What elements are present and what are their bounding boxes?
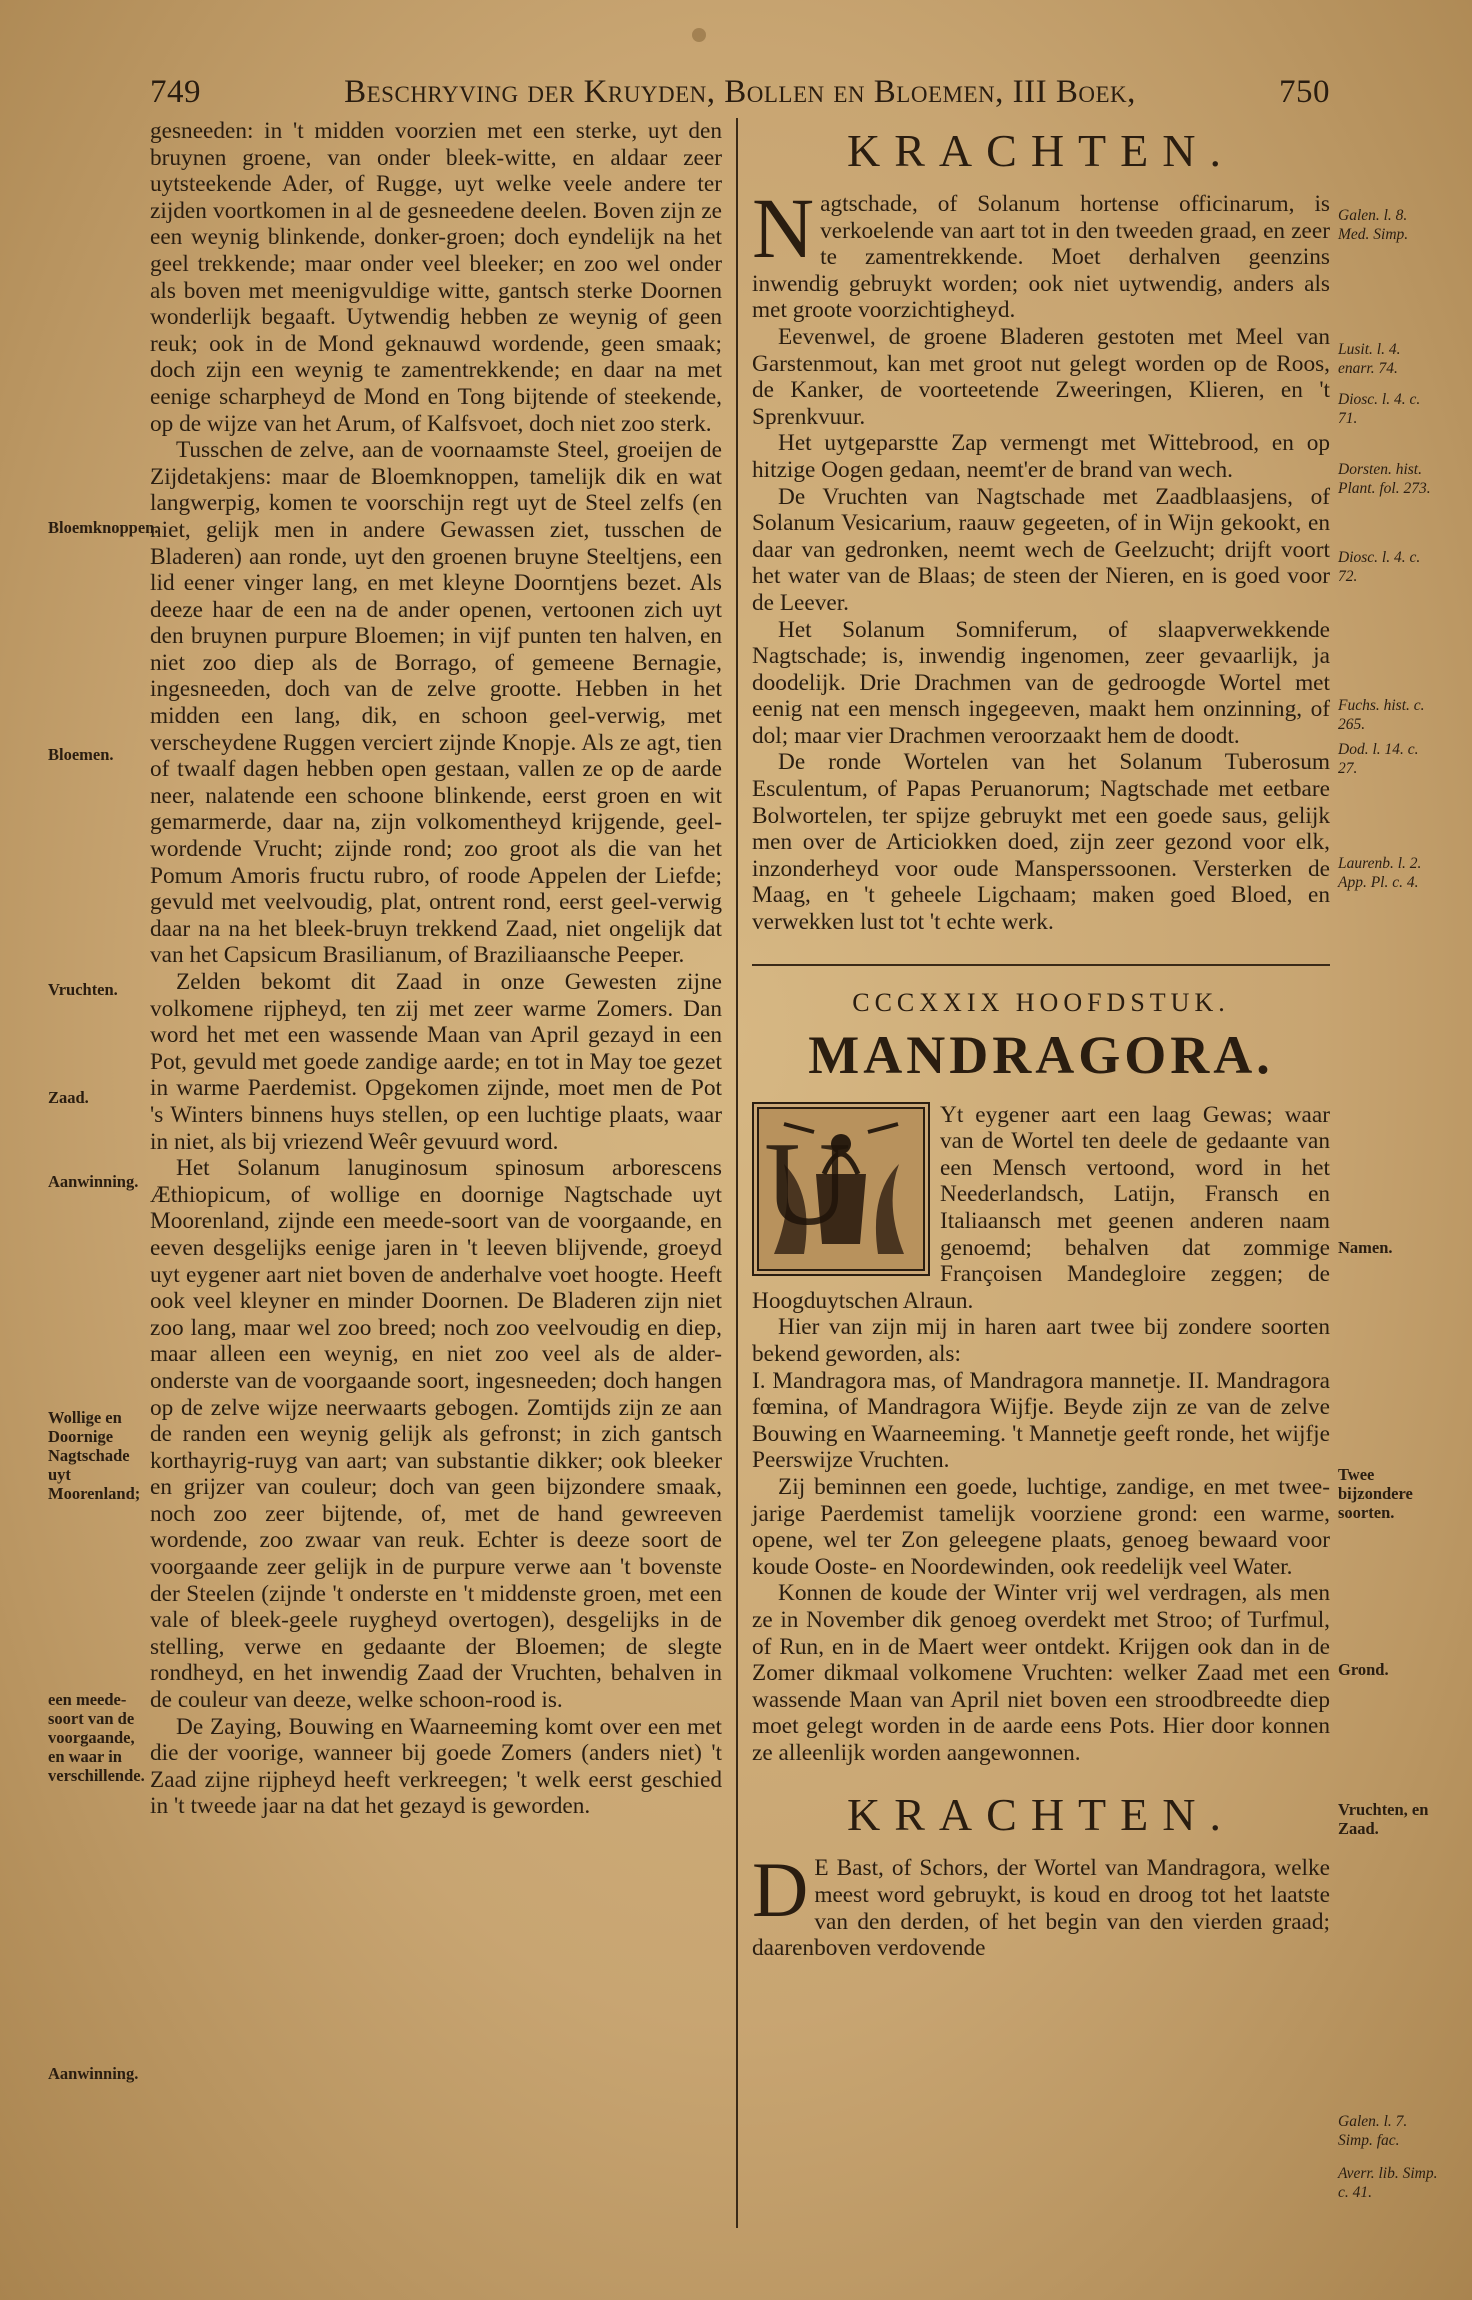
page-number-right: 750 [1279, 74, 1330, 110]
margin-note: Vruchten, en Zaad. [1338, 1800, 1429, 1838]
section-rule [752, 964, 1330, 966]
margin-note: Diosc. l. 4. c. 72. [1338, 549, 1421, 585]
paragraph: I. Mandragora mas, of Mandragora mannetje. II. Mandragora fœmina, of Mandragora Wijfje. Beyde zijn ze van de zelve Bouwing en Waarneeming. 't Mannetje geeft ronde, het wijfje Peerswijze Vruchten. [752, 1367, 1330, 1474]
left-column [150, 118, 722, 1820]
margin-note: Galen. l. 7. Simp. fac. [1338, 2113, 1408, 2149]
paragraph: Zij beminnen een goede, luchtige, zandige, en met twee-jarige Paerdemist tamelijk voorziene grond: een warme, opene, wel ter Zon geleegene plaats, genoeg bewaard voor koude Ooste- en Noordewinden, ook reedelijk veel Water. [752, 1473, 1330, 1580]
page-number-left: 749 [150, 74, 201, 110]
margin-note: een meede-soort van de voorgaande, en waar in verschillende. [48, 1690, 145, 1785]
drop-capital: D [752, 1846, 809, 1934]
svg-text:U: U [764, 1116, 851, 1250]
paper-wormhole [692, 28, 706, 42]
margin-note: Aanwinning. [48, 1172, 139, 1191]
margin-note: Lusit. l. 4. enarr. 74. [1338, 341, 1401, 377]
margin-note: Bloemen. [48, 745, 114, 764]
paragraph: Tusschen de zelve, aan de voornaamste Steel, groeijen de Zijdetakjens: maar de Bloemknoppen, tamelijk dik en wat langwerpig, komen te voorschijn regt uyt de Steel zelfs (en niet, gelijk men in andere Gewassen ziet, tusschen de Bladeren) aan ronde, uyt den groenen bruyne Steeltjens, een lid eener vinger lang, en met kleyne Doorntjens bezet. Als deeze haar de een na de ander openen, vertoonen zich uyt den bruynen purpure Bloemen; in vijf punten ten halven, en niet zoo diep als de Borrago, of gemeene Bernagie, ingesneeden, doch van de zelve grootte. Hebben in het midden een lang, dik, en schoon geel-verwig, met verscheydene Ruggen verciert zijnde Knopje. Als ze agt, tien of twaalf dagen hebben open gestaan, vallen ze op de aarde neer, nalatende een schoone blinkende, eerst groen en wit gemarmerde, daar na, zijn volkomentheyd krijgende, geel-wordende Vrucht; zijnde rond; zoo groot als die van het Pomum Amoris fructu rubro, of roode Appelen der Liefde; gevuld met veelvoudig, plat, ontrent rond, eerst geel-verwig daar na na het bleek-bruyn trekkend Zaad, niet ongelijk dat van het Capsicum Brasilianum, of Braziliaansche Peeper. [150, 437, 722, 969]
margin-note: Averr. lib. Simp. c. 41. [1338, 2165, 1438, 2201]
paragraph: Het Solanum lanuginosum spinosum arborescens Æthiopicum, of wollige en doornige Nagtschade uyt Moorenland, zijnde een meede-soort van de voorgaande, en eeven desgelijks eenige jaren in 't leeven blijvende, groeyd uyt eygener aart niet boven de anderhalve voet hoogte. Heeft ook veel kleyner en minder Doornen. De Bladeren zijn niet zoo lang, maar wel zoo breed; noch zoo veelvoudig en diep, maar alleen een weynig, en niet zoo veel als de alder-onderste van de voorgaande soort, ingesneeden; doch hangen op de zelve wijze neerwaarts gebogen. Zomtijds zijn ze aan de randen een weynig gelijk als gefronst; in zich gantsch korthayrig-ruyg van aart; van substantie dikker; ook bleeker en grijzer van couleur; doch van geen bijzondere smaak, noch zoo zeer bijtende, of, met de hand gewreeven wordende, zoo zwaar van reuk. Echter is deeze soort de voorgaande zeer gelijk in de purpure verwe aan 't bovenste der Steelen (zijnde 't onderste en 't middenste groen, met een vale of bleek-geele ruygheyd overtogen), desgelijks in de stelling, verwe en gedaante der Bloemen; de slegte rondheyd, en het inwendig Zaad der Vruchten, behalven in de couleur van deeze, welke schoon-rood is. [150, 1155, 722, 1714]
section-heading: KRACHTEN. [847, 125, 1235, 176]
margin-note: Wollige en Doornige Nagtschade uyt Moorenland; [48, 1408, 141, 1503]
column-divider [736, 118, 738, 2228]
paragraph: Zelden bekomt dit Zaad in onze Gewesten zijne volkomene rijpheyd, ten zij met zeer warme Zomers. Dan word het met een wassende Maan van April gezayd in een Pot, gevuld met goede zandige aarde; en tot in May toe gezet in warme Paerdemist. Opgekomen zijnde, moet men de Pot 's Winters binnens huys stellen, op een luchtige plaats, waar in niet, als bij vriezend Weêr gevuurd word. [150, 969, 722, 1155]
paragraph: Hier van zijn mij in haren aart twee bij zondere soorten bekend geworden, als: [752, 1314, 1330, 1367]
paragraph: gesneeden: in 't midden voorzien met een sterke, uyt den bruynen groene, van onder bleek-witte, en aldaar zeer uytsteekende Ader, of Rugge, uyt welke veele andere ter zijden voortkomen in al de gesneedene deelen. Boven zijn ze een weynig blinkende, donker-groen; doch eyndelijk na het geel trekkende; maar onder veel bleeker; en zoo wel onder als boven met meenigvuldige witte, gantsch sterke Doornen wonderlijk begaaft. Uytwendig hebben ze weynig of geen reuk; ook in de Mond geknauwd wordende, geen smaak; doch zijn een weynig te zamentrekkende; en daar na met eenige scharpheyd de Mond en Tong bijtende of steekende, op de wijze van het Arum, of Kalfsvoet, doch niet zoo sterk. [150, 118, 722, 437]
ornamental-initial-icon [754, 1104, 928, 1274]
paragraph: agtschade, of Solanum hortense officinarum, is verkoelende van aart tot in den tweeden graad, en zeer te zamentrekkende. Moet derhalven geenzins inwendig gebruykt worden; ook niet uytwendig, anders als met groote voorzichtigheyd. [752, 191, 1330, 324]
paragraph: De ronde Wortelen van het Solanum Tuberosum Esculentum, of Papas Peruanorum; Nagtschade met eetbare Bolwortelen, ter spijze gebruykt met een goede saus, gelijk men over de Articiokken doed, zijn zeer gezond voor elk, inzonderheyd voor oude Mansperssoonen. Versterken de Maag, en 't geheele Ligchaam; maken goed Bloed, en verwekken lust tot 't echte werk. [752, 749, 1330, 936]
drop-capital: N [752, 180, 815, 276]
margin-note: Aanwinning. [48, 2064, 139, 2083]
chapter-title: MANDRAGORA. [808, 1024, 1274, 1085]
margin-note: Dorsten. hist. Plant. fol. 273. [1338, 461, 1431, 497]
section-heading: KRACHTEN. [847, 1789, 1235, 1841]
paragraph: Het Solanum Somniferum, of slaapverwekkende Nagtschade; is, inwendig ingenomen, zeer gevaarlijk, ja doodelijk. Drie Drachmen van de gedroogde Wortel met eenig nat een mensch ingegeeven, maakt hem onzinning, of dol; maar vier Drachmen veroorzaakt hem de doodt. [752, 616, 1330, 749]
paragraph: De Zaying, Bouwing en Waarneeming komt over een met die der voorige, wanneer bij goede Zomers (anders niet) 't Zaad zijne rijpheyd heeft verkreegen; 't welk eerst geschied in 't tweede jaar na dat het gezayd is geworden. [150, 1713, 722, 1820]
paragraph: E Bast, of Schors, der Wortel van Mandragora, welke meest word gebruykt, is koud en droog tot het laatste van den derden, of het begin van den vierden graad; daarenboven verdovende [752, 1855, 1330, 1962]
running-title: Beschryving der Kruyden, Bollen en Bloemen, III Boek, [344, 74, 1136, 110]
right-column [752, 118, 1330, 1962]
margin-note: Vruchten. [48, 980, 118, 999]
margin-note: Galen. l. 8. Med. Simp. [1338, 207, 1409, 243]
margin-note: Dod. l. 14. c. 27. [1338, 741, 1419, 777]
margin-note: Namen. [1338, 1238, 1393, 1257]
margin-note: Twee bijzondere soorten. [1338, 1465, 1413, 1522]
margin-note: Fuchs. hist. c. 265. [1338, 697, 1425, 733]
running-header [150, 74, 1330, 111]
paragraph: De Vruchten van Nagtschade met Zaadblaasjens, of Solanum Vesicarium, raauw gegeeten, of in Wijn gekookt, en daar van gedronken, neemt wech de Geelzucht; drijft voort het water van de Blaas; de steen der Nieren, en is goed voor de Leever. [752, 483, 1330, 616]
margin-note: Laurenb. l. 2. App. Pl. c. 4. [1338, 855, 1422, 891]
margin-note: Diosc. l. 4. c. 71. [1338, 391, 1421, 427]
paragraph: Yt eygener aart een laag Gewas; waar van de Wortel ten deele de gedaante van een Mensch vertoond, word in het Neederlandsch, Latijn, Fransch en Italiaansch met geenen anderen naam genoemd; behalven dat zommige Françoisen Mandegloire zeggen; de Hoogduytschen Alraun. [752, 1101, 1330, 1314]
chapter-number: CCCXXIX HOOFDSTUK. [852, 987, 1230, 1017]
ornamental-initial-u [752, 1102, 930, 1276]
paragraph: Konnen de koude der Winter vrij wel verdragen, als men ze in November dik genoeg overdekt met Stroo; of Turfmul, of Run, en in de Maert weer ontdekt. Krijgen ook dan in de Zomer dikmaal volkomene Vruchten: welker Zaad met een wassende Maan van April niet boven een stroodbreedte diep moet gelegt worden in de aarde eens Pots. Hier door konnen ze alleenlijk worden aangewonnen. [752, 1580, 1330, 1766]
paragraph: Eevenwel, de groene Bladeren gestoten met Meel van Garstenmout, kan met groot nut gelegt worden op de Roos, de Kanker, de voorteetende Zweeringen, Klieren, en 't Sprenkvuur. [752, 323, 1330, 430]
margin-note: Zaad. [48, 1088, 89, 1107]
margin-note: Grond. [1338, 1660, 1389, 1679]
margin-note: Bloemknoppen. [48, 518, 159, 537]
paragraph: Het uytgeparstte Zap vermengt met Wittebrood, en op hitzige Oogen gedaan, neemt'er de brand van wech. [752, 430, 1330, 483]
